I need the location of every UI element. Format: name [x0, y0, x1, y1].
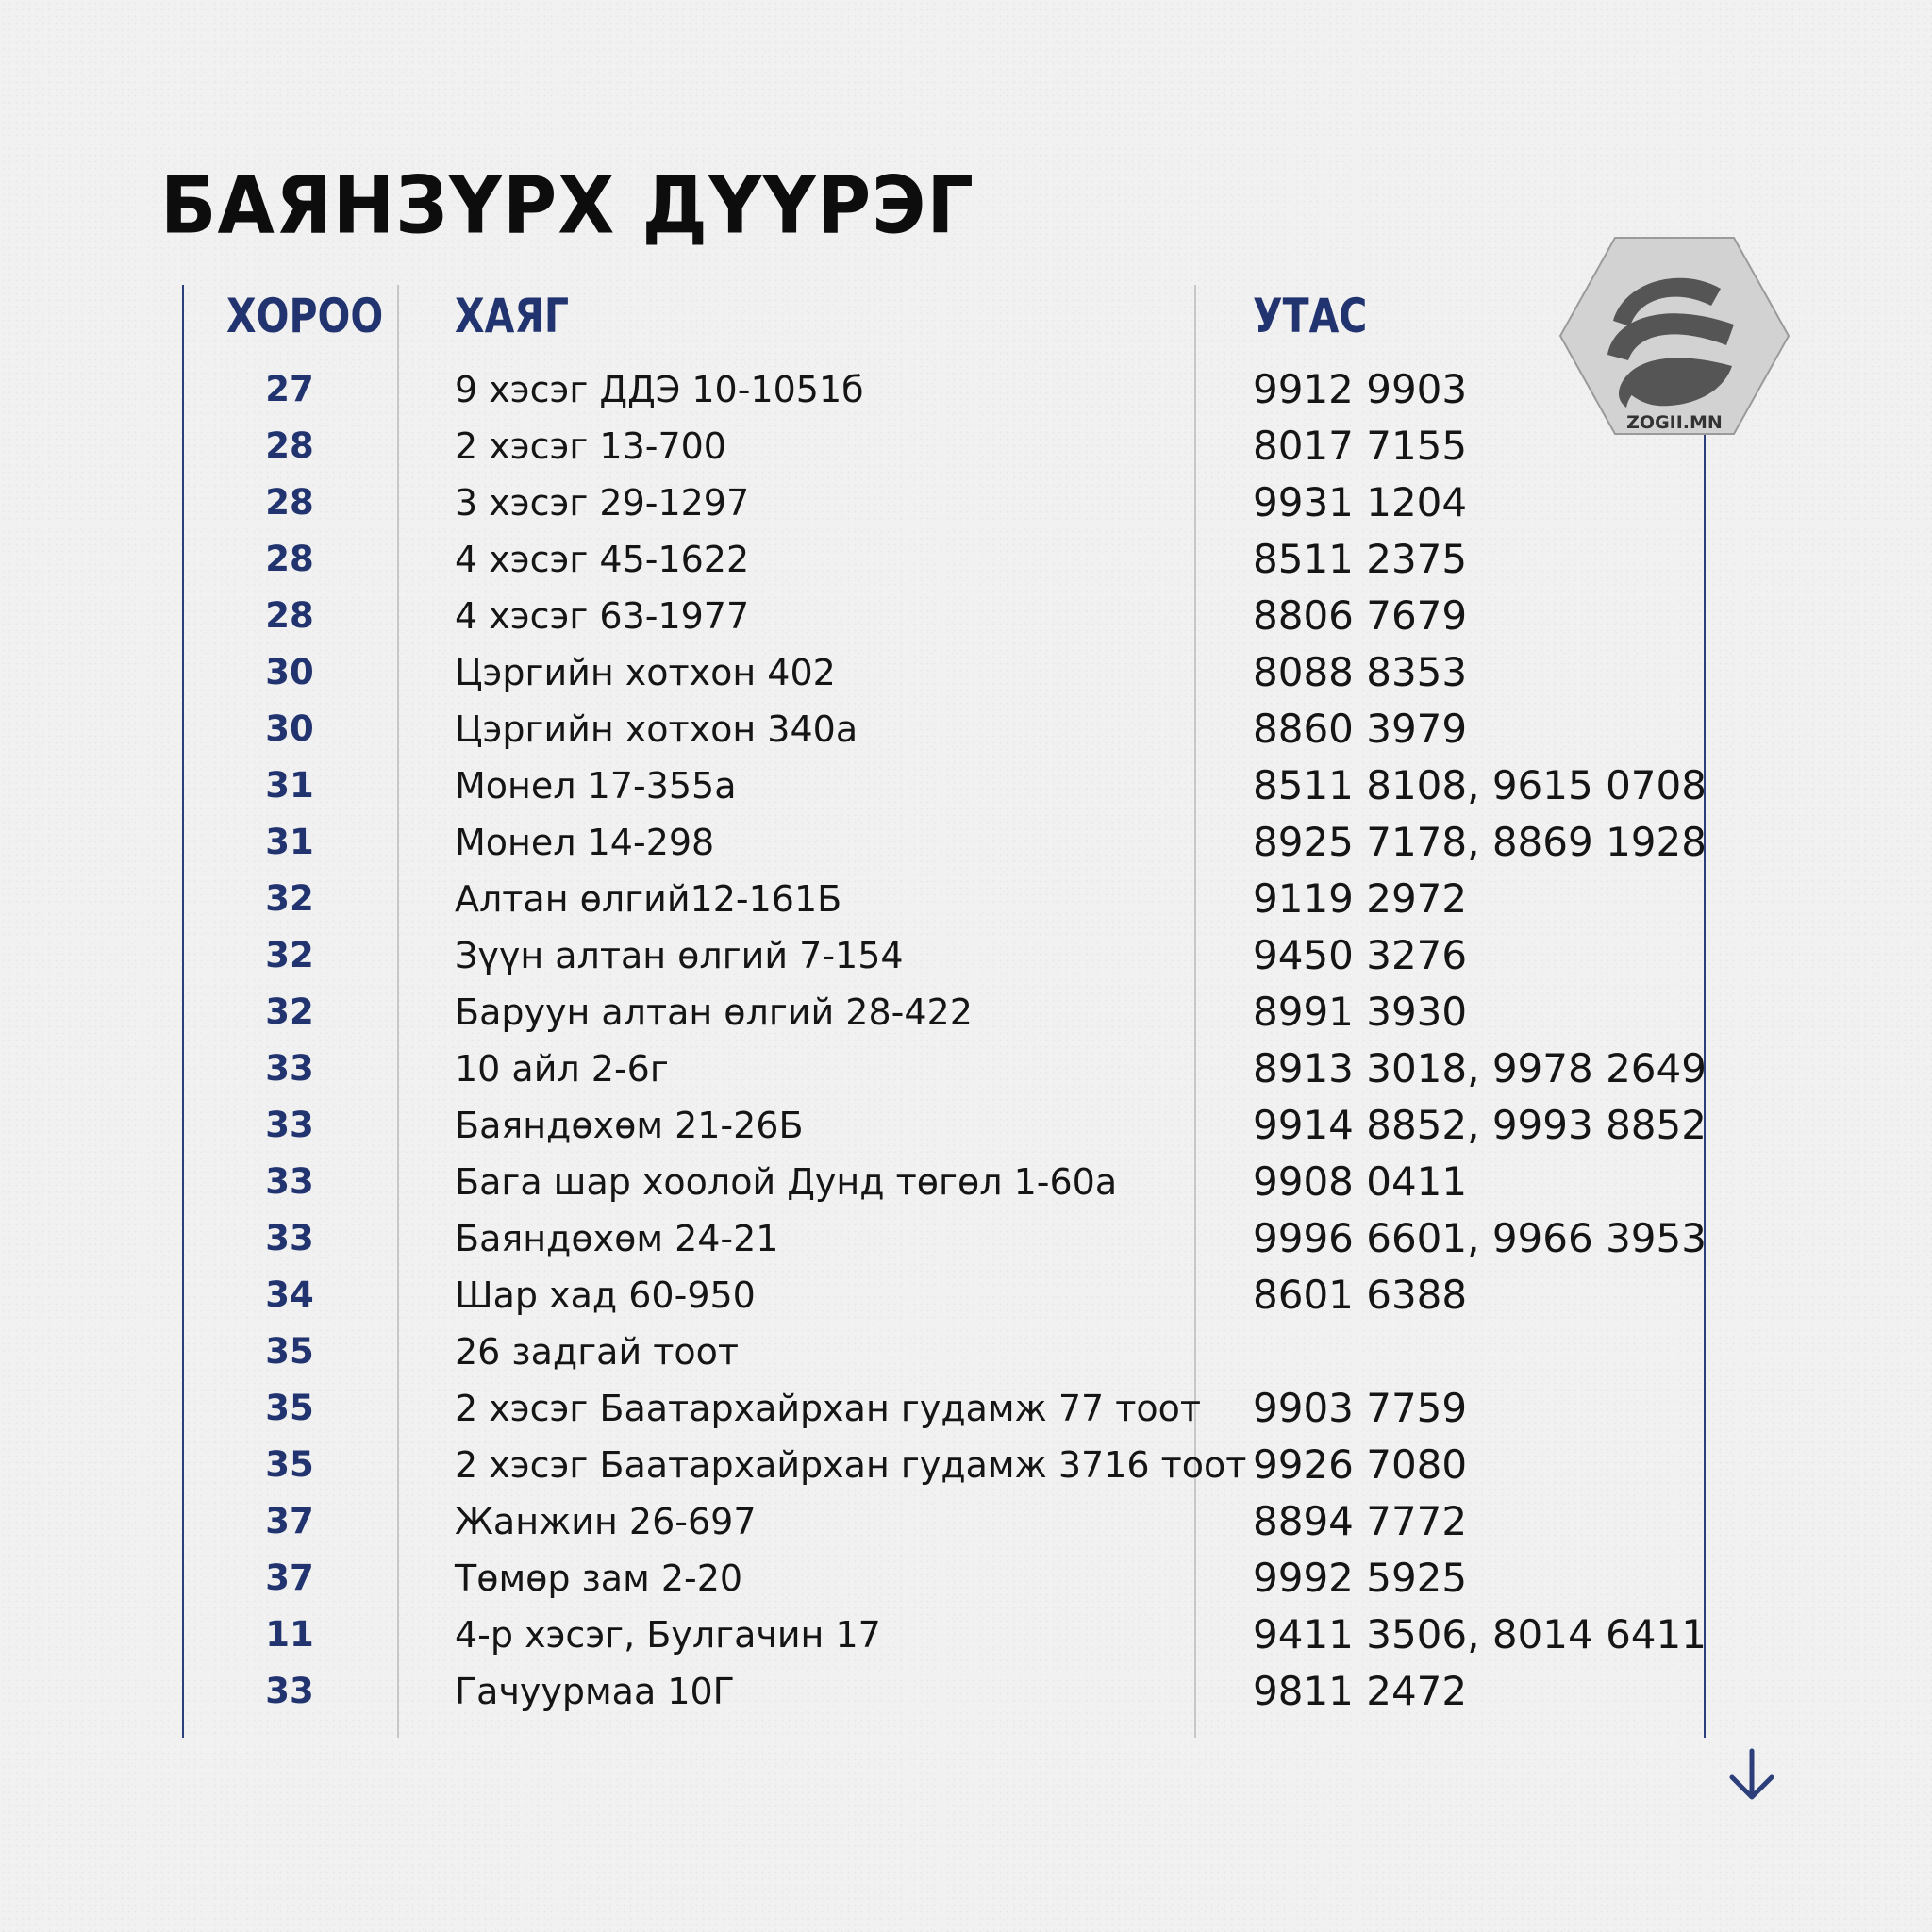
column-header-phone: УТАС: [1253, 289, 1368, 343]
column-header-address: ХАЯГ: [455, 289, 570, 343]
table-row: [0, 1385, 1932, 1441]
table-row: [0, 1668, 1932, 1724]
address-cell: Алтан өлгий12-161Б: [455, 878, 842, 920]
address-cell: 3 хэсэг 29-1297: [455, 482, 750, 524]
table-row: [0, 1158, 1932, 1215]
table-row: [0, 932, 1932, 989]
address-cell: 2 хэсэг 13-700: [455, 425, 726, 467]
address-cell: Төмөр зам 2-20: [455, 1557, 743, 1599]
horoo-cell: 33: [265, 1105, 314, 1145]
table-row: [0, 1102, 1932, 1158]
phone-cell: 8925 7178, 8869 1928: [1253, 819, 1707, 865]
phone-cell: 8017 7155: [1253, 423, 1468, 469]
phone-cell: 9908 0411: [1253, 1158, 1468, 1205]
horoo-cell: 28: [265, 595, 314, 636]
address-cell: Цэргийн хотхон 340а: [455, 708, 858, 750]
address-cell: Монел 17-355а: [455, 765, 737, 807]
phone-cell: 9450 3276: [1253, 932, 1468, 978]
table-row: [0, 649, 1932, 706]
table-row: [0, 1611, 1932, 1668]
table-row: [0, 819, 1932, 875]
horoo-cell: 31: [265, 822, 314, 862]
address-cell: Шар хад 60-950: [455, 1274, 756, 1316]
phone-cell: 9926 7080: [1253, 1441, 1468, 1488]
phone-cell: 9119 2972: [1253, 875, 1468, 922]
horoo-cell: 35: [265, 1331, 314, 1372]
horoo-cell: 27: [265, 369, 314, 409]
horoo-cell: 30: [265, 652, 314, 692]
column-header-horoo: ХОРОО: [226, 289, 384, 343]
table-row: [0, 1272, 1932, 1328]
arrow-down-icon[interactable]: [1723, 1745, 1781, 1804]
horoo-cell: 34: [265, 1274, 314, 1315]
table-row: [0, 592, 1932, 649]
phone-cell: 9811 2472: [1253, 1668, 1468, 1714]
phone-cell: 9992 5925: [1253, 1555, 1468, 1601]
horoo-cell: 37: [265, 1501, 314, 1541]
phone-cell: 9914 8852, 9993 8852: [1253, 1102, 1707, 1148]
table-row: [0, 1555, 1932, 1611]
address-cell: 2 хэсэг Баатархайрхан гудамж 3716 тоот: [455, 1444, 1247, 1486]
phone-cell: 8991 3930: [1253, 989, 1468, 1035]
horoo-cell: 30: [265, 708, 314, 749]
horoo-cell: 32: [265, 991, 314, 1032]
phone-cell: 8913 3018, 9978 2649: [1253, 1045, 1707, 1091]
table-row: [0, 989, 1932, 1045]
address-cell: Цэргийн хотхон 402: [455, 652, 836, 693]
address-cell: 4 хэсэг 63-1977: [455, 595, 750, 637]
phone-cell: 8806 7679: [1253, 592, 1468, 639]
phone-cell: 8511 8108, 9615 0708: [1253, 762, 1707, 808]
phone-cell: 8511 2375: [1253, 536, 1468, 582]
phone-cell: 9912 9903: [1253, 366, 1468, 412]
phone-cell: 8860 3979: [1253, 706, 1468, 752]
horoo-cell: 35: [265, 1388, 314, 1428]
phone-cell: 9931 1204: [1253, 479, 1468, 525]
phone-cell: 8894 7772: [1253, 1498, 1468, 1544]
table-row: [0, 479, 1932, 536]
horoo-cell: 28: [265, 425, 314, 466]
address-cell: Бага шар хоолой Дунд төгөл 1-60а: [455, 1161, 1118, 1203]
address-cell: 10 айл 2-6г: [455, 1048, 669, 1090]
address-cell: 4 хэсэг 45-1622: [455, 539, 750, 580]
table-body: [0, 366, 1932, 1724]
table-row: [0, 706, 1932, 762]
table-row: [0, 1328, 1932, 1385]
table-row: [0, 536, 1932, 592]
horoo-cell: 31: [265, 765, 314, 806]
phone-cell: 8088 8353: [1253, 649, 1468, 695]
address-cell: 9 хэсэг ДДЭ 10-1051б: [455, 369, 864, 410]
address-cell: 26 задгай тоот: [455, 1331, 739, 1373]
horoo-cell: 35: [265, 1444, 314, 1485]
horoo-cell: 32: [265, 878, 314, 919]
table-row: [0, 1441, 1932, 1498]
zogii-logo: [1558, 234, 1790, 438]
horoo-cell: 28: [265, 482, 314, 523]
table-row: [0, 762, 1932, 819]
horoo-cell: 33: [265, 1671, 314, 1711]
address-cell: Зүүн алтан өлгий 7-154: [455, 935, 904, 976]
address-cell: Жанжин 26-697: [455, 1501, 757, 1542]
horoo-cell: 11: [265, 1614, 314, 1655]
horoo-cell: 32: [265, 935, 314, 975]
phone-cell: 9996 6601, 9966 3953: [1253, 1215, 1707, 1261]
table-row: [0, 1215, 1932, 1272]
horoo-cell: 37: [265, 1557, 314, 1598]
phone-cell: 9903 7759: [1253, 1385, 1468, 1431]
address-cell: Гачуурмаа 10Г: [455, 1671, 735, 1712]
address-cell: 2 хэсэг Баатархайрхан гудамж 77 тоот: [455, 1388, 1202, 1429]
horoo-cell: 28: [265, 539, 314, 579]
phone-cell: 9411 3506, 8014 6411: [1253, 1611, 1707, 1657]
address-cell: Баруун алтан өлгий 28-422: [455, 991, 973, 1033]
page-title: БАЯНЗҮРХ ДҮҮРЭГ: [160, 160, 975, 253]
address-cell: Баяндөхөм 24-21: [455, 1218, 779, 1259]
address-cell: Монел 14-298: [455, 822, 715, 863]
table-row: [0, 1045, 1932, 1102]
horoo-cell: 33: [265, 1048, 314, 1089]
horoo-cell: 33: [265, 1161, 314, 1202]
address-cell: 4-р хэсэг, Булгачин 17: [455, 1614, 881, 1656]
horoo-cell: 33: [265, 1218, 314, 1258]
phone-cell: 8601 6388: [1253, 1272, 1468, 1318]
address-cell: Баяндөхөм 21-26Б: [455, 1105, 804, 1146]
table-row: [0, 1498, 1932, 1555]
logo-text: ZOGII.MN: [1626, 412, 1723, 433]
table-row: [0, 875, 1932, 932]
